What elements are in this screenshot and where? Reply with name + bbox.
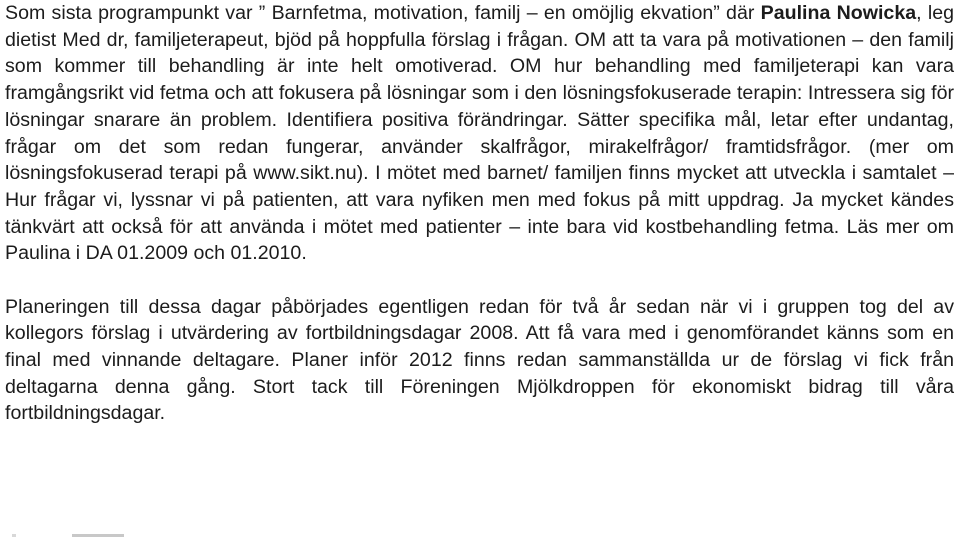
paragraph-program-summary <box>5 0 954 267</box>
paragraph-text: Som sista programpunkt var ” Barnfetma, motivation, familj – en omöjlig ekvation” där <box>5 2 761 24</box>
paragraph-text: , leg dietist Med dr, familjeterapeut, bjöd på hoppfulla förslag i frågan. OM att ta vara på motivationen – den familj som kommer till behandling är inte helt omotiverad. OM hur behandling med familjeterapi kan vara framgångsrikt vid fetma och att fokusera på lösningar som i den lösningsfokuserade terapin: Intressera sig för lösningar snarare än problem. Identifiera positiva förändringar. Sätter specifika mål, letar efter undantag, frågar om det som redan fungerar, använder skalfrågor, mirakelfrågor/ framtidsfrågor. (mer om lösningsfokuserad terapi på www.sikt.nu). I mötet med barnet/ familjen finns mycket att utveckla i samtalet – Hur frågar vi, lyssnar vi på patienten, att vara nyfiken men med fokus på mitt uppdrag. Ja mycket kändes tänkvärt att också för att använda i mötet med patienter – inte bara vid kostbehandling fetma. Läs mer om Paulina i DA 01.2009 och 01.2010. <box>5 2 954 265</box>
footer-mark <box>72 534 124 537</box>
footer-mark-left <box>12 534 16 537</box>
speaker-name: Paulina Nowicka <box>760 2 917 24</box>
paragraph-text: Planeringen till dessa dagar påbörjades egentligen redan för två år sedan när vi i gruppen tog del av kollegors förslag i utvärdering av fortbildningsdagar 2008. Att få vara med i genomförandet känns som en final med vinnande deltagare. Planer inför 2012 finns redan sammanställda ur de förslag vi fick från deltagarna denna gång. Stort tack till Föreningen Mjölkdroppen för ekonomiskt bidrag till våra fortbildningsdagar. <box>5 295 954 425</box>
document-page <box>5 0 954 427</box>
paragraph-planning <box>5 294 954 428</box>
